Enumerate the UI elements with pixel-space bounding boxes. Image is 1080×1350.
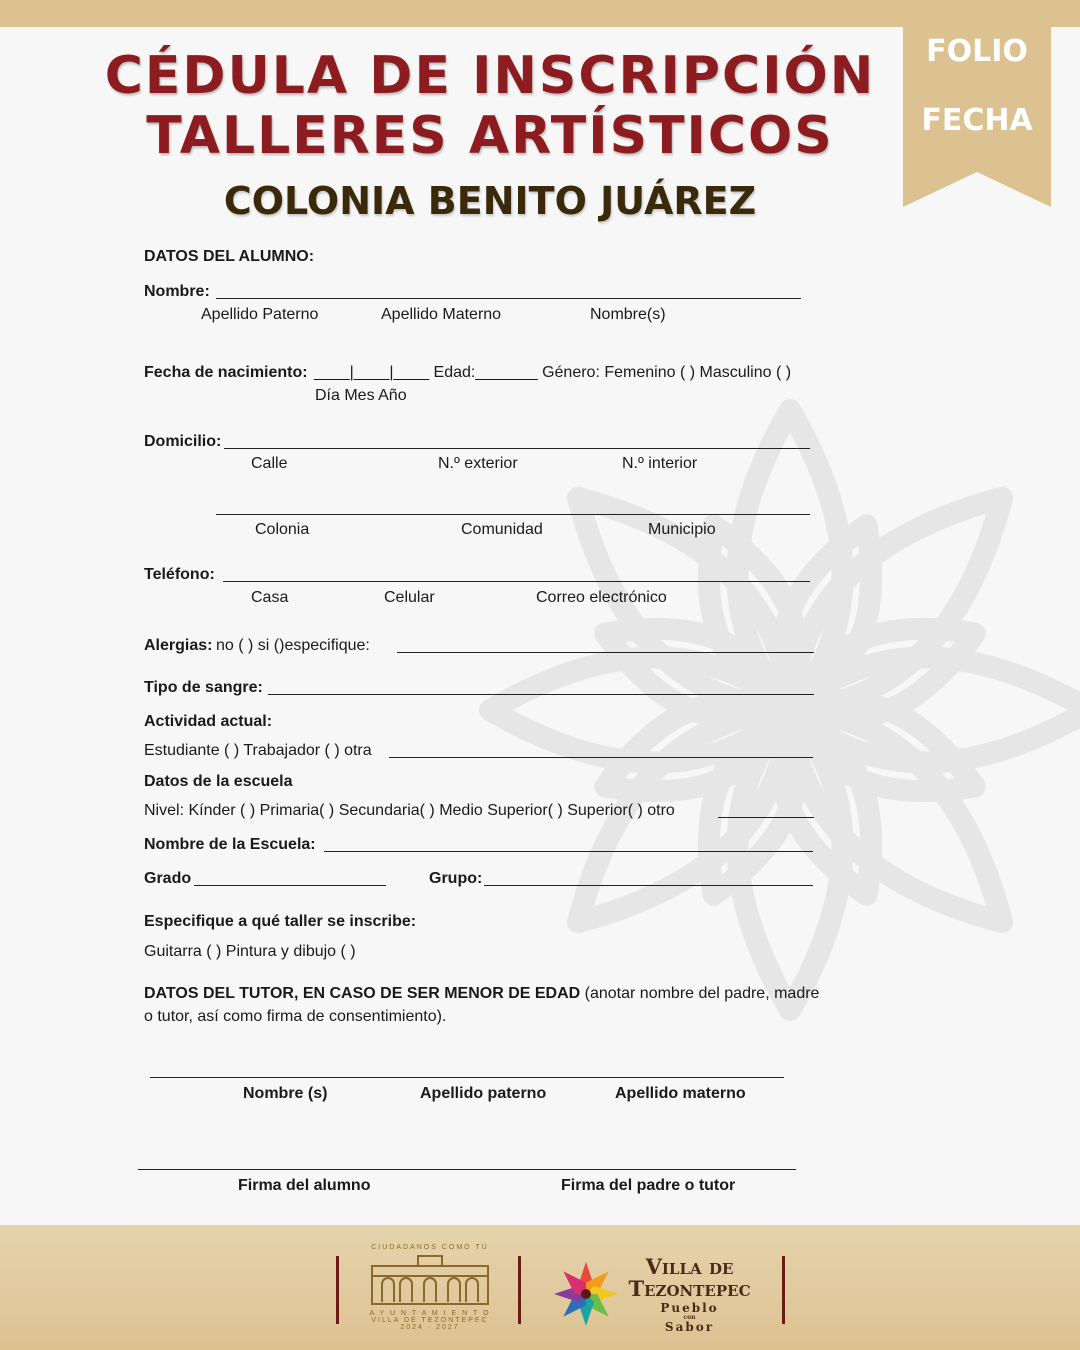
escuela-section: Datos de la escuela xyxy=(144,773,293,790)
grupo-label: Grupo: xyxy=(429,870,483,887)
ayuntamiento-place: VILLA DE TEZONTEPEC xyxy=(371,1317,489,1324)
footer-divider xyxy=(336,1256,339,1324)
villa-name-line1: Villa de xyxy=(645,1254,734,1279)
hint-num-exterior: N.º exterior xyxy=(438,455,518,472)
hint-calle: Calle xyxy=(251,455,288,472)
sangre-field[interactable] xyxy=(268,694,814,695)
nacimiento-label: Fecha de nacimiento: xyxy=(144,364,308,381)
footer-divider xyxy=(518,1256,521,1324)
alergias-options[interactable]: no ( ) si ()especifique: xyxy=(216,637,370,654)
alergias-field[interactable] xyxy=(397,652,814,653)
ayuntamiento-logo xyxy=(360,1244,500,1344)
tutor-section-title: DATOS DEL TUTOR, EN CASO DE SER MENOR DE EDAD xyxy=(144,985,581,1002)
telefono-field[interactable] xyxy=(223,581,810,582)
hint-tutor-nombre: Nombre (s) xyxy=(243,1085,328,1102)
telefono-label: Teléfono: xyxy=(144,566,215,583)
hint-apellido-paterno: Apellido Paterno xyxy=(201,306,319,323)
ayuntamiento-tagline: CIUDADANOS COMO TÚ xyxy=(371,1244,489,1251)
actividad-label: Actividad actual: xyxy=(144,713,273,730)
domicilio-field-2[interactable] xyxy=(216,514,810,515)
grado-field[interactable] xyxy=(194,885,386,886)
ayuntamiento-years: 2024 · 2027 xyxy=(400,1324,460,1331)
nivel-options[interactable]: Nivel: Kínder ( ) Primaria( ) Secundaria( ) Medio Superior( ) Superior( ) otro xyxy=(144,802,675,819)
page-subtitle: COLONIA BENITO JUÁREZ xyxy=(223,179,757,223)
hint-colonia: Colonia xyxy=(255,521,310,538)
grado-label: Grado xyxy=(144,870,192,887)
nombre-label: Nombre: xyxy=(144,283,210,300)
firma-tutor-label: Firma del padre o tutor xyxy=(561,1177,736,1194)
footer-band xyxy=(0,1225,1080,1350)
actividad-options[interactable]: Estudiante ( ) Trabajador ( ) otra xyxy=(144,742,372,759)
hint-celular: Celular xyxy=(384,589,435,606)
flower-watermark-icon xyxy=(470,390,1080,1030)
folio-label: FOLIO xyxy=(926,34,1028,69)
escuela-label: Nombre de la Escuela: xyxy=(144,836,316,853)
hint-correo: Correo electrónico xyxy=(536,589,667,606)
hint-apellido-materno: Apellido Materno xyxy=(381,306,502,323)
hint-nombres: Nombre(s) xyxy=(590,306,666,323)
tutor-name-field[interactable] xyxy=(150,1077,784,1078)
section-alumno: DATOS DEL ALUMNO: xyxy=(144,248,315,265)
footer-divider xyxy=(782,1256,785,1324)
taller-options[interactable]: Guitarra ( ) Pintura y dibujo ( ) xyxy=(144,943,356,960)
top-band xyxy=(0,0,1080,27)
firma-alumno-label: Firma del alumno xyxy=(238,1177,371,1194)
grupo-field[interactable] xyxy=(484,885,813,886)
villa-tagline-con: con xyxy=(683,1314,696,1321)
nacimiento-fields[interactable]: ____|____|____ Edad:_______ Género: Femenino ( ) Masculino ( ) xyxy=(314,364,792,381)
escuela-field[interactable] xyxy=(324,851,813,852)
tutor-section-note: (anotar nombre del padre, madre xyxy=(580,985,820,1002)
signature-field[interactable] xyxy=(138,1169,796,1170)
alergias-label: Alergias: xyxy=(144,637,213,654)
villa-logo-text xyxy=(622,1256,757,1334)
page-title-line1: CÉDULA DE INSCRIPCIÓN xyxy=(104,46,876,106)
hint-tutor-apellido-materno: Apellido materno xyxy=(615,1085,746,1102)
tutor-section xyxy=(144,984,819,1004)
hint-dia-mes-ano: Día Mes Año xyxy=(315,387,407,404)
hint-num-interior: N.º interior xyxy=(622,455,698,472)
domicilio-field[interactable] xyxy=(224,448,810,449)
nivel-otro-field[interactable] xyxy=(718,817,814,818)
sangre-label: Tipo de sangre: xyxy=(144,679,263,696)
hint-municipio: Municipio xyxy=(648,521,716,538)
hint-tutor-apellido-paterno: Apellido paterno xyxy=(420,1085,547,1102)
villa-name-line2: Tezontepec xyxy=(628,1276,751,1301)
villa-tagline-sabor: Sabor xyxy=(664,1320,715,1334)
actividad-otra-field[interactable] xyxy=(389,757,813,758)
ayuntamiento-label: A Y U N T A M I E N T O xyxy=(369,1310,491,1317)
hint-casa: Casa xyxy=(251,589,289,606)
taller-label: Especifique a qué taller se inscribe: xyxy=(144,913,417,930)
villa-tagline-pueblo: Pueblo xyxy=(660,1301,719,1315)
domicilio-label: Domicilio: xyxy=(144,433,222,450)
fecha-label: FECHA xyxy=(921,103,1033,138)
hint-comunidad: Comunidad xyxy=(461,521,543,538)
nombre-field[interactable] xyxy=(216,298,801,299)
page-title-line2: TALLERES ARTÍSTICOS xyxy=(146,106,834,166)
building-icon xyxy=(368,1254,492,1306)
tutor-section-note-2: o tutor, así como firma de consentimiento). xyxy=(144,1008,447,1025)
colorful-flower-logo-icon xyxy=(552,1260,620,1328)
